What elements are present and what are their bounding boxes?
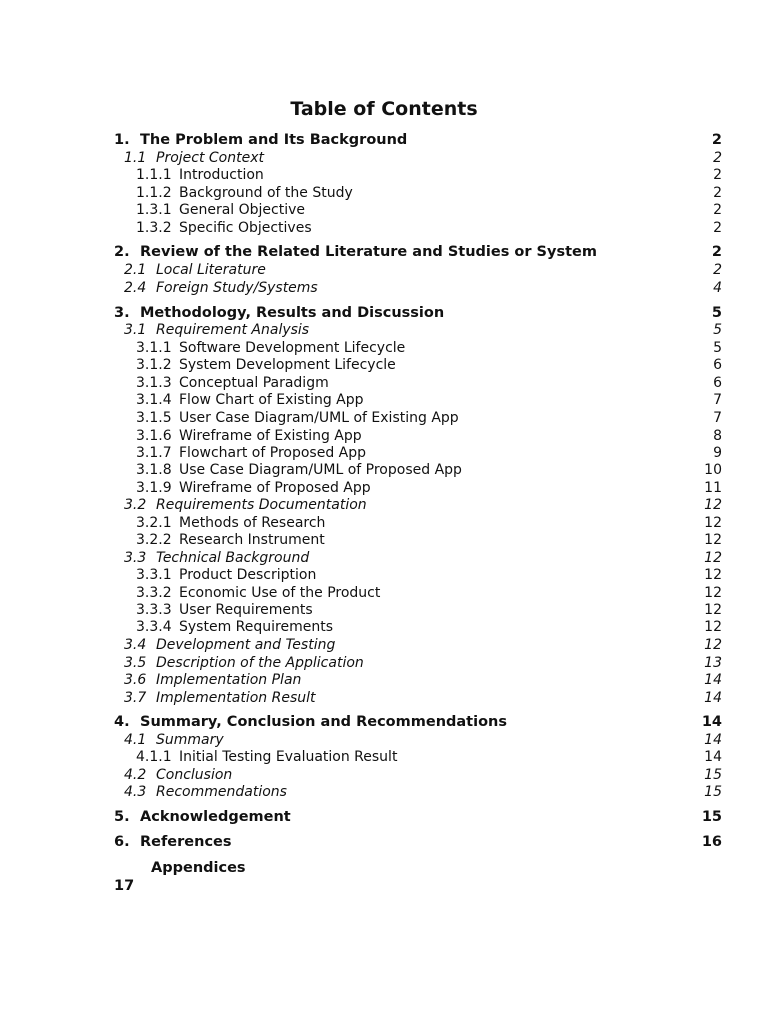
toc-page-number: 12 [704, 619, 722, 635]
toc-page-number: 11 [704, 480, 722, 496]
toc-label: References [140, 834, 232, 850]
toc-page-number: 7 [713, 392, 722, 408]
toc-page-number: 12 [704, 567, 722, 583]
toc-entry-6[interactable] [0, 833, 768, 851]
toc-entry-5[interactable] [0, 808, 768, 826]
toc-entry-3-2-1[interactable] [0, 514, 768, 532]
toc-number: 3.3 [124, 550, 147, 566]
toc-page-number: 6 [713, 375, 722, 391]
toc-page-number: 4 [713, 280, 722, 296]
toc-entry-3[interactable] [0, 304, 768, 322]
toc-label: Flowchart of Proposed App [179, 445, 367, 461]
toc-entry-3-1-2[interactable] [0, 356, 768, 374]
toc-label: Specific Objectives [179, 220, 312, 236]
toc-number: 3.1.6 [136, 428, 172, 444]
toc-entry-3-6[interactable] [0, 671, 768, 689]
toc-entry-3-1-5[interactable] [0, 409, 768, 427]
page-title: Table of Contents [290, 98, 478, 120]
toc-label: User Case Diagram/UML of Existing App [179, 410, 459, 426]
toc-number: 3.1.9 [136, 480, 172, 496]
toc-label: System Requirements [179, 619, 333, 635]
toc-label: Background of the Study [179, 185, 353, 201]
toc-entry-3-7[interactable] [0, 689, 768, 707]
toc-page-number: 14 [704, 672, 722, 688]
toc-label: Initial Testing Evaluation Result [179, 749, 398, 765]
toc-entry-4-1-1[interactable] [0, 748, 768, 766]
toc-entry-1-3-2[interactable] [0, 219, 768, 237]
toc-appendices-page-number: 17 [114, 878, 135, 894]
toc-entry-1[interactable] [0, 131, 768, 149]
toc-label: Implementation Plan [156, 672, 302, 688]
toc-label: System Development Lifecycle [179, 357, 396, 373]
toc-number: 5. [114, 809, 130, 825]
toc-label: General Objective [179, 202, 306, 218]
toc-label: Recommendations [156, 784, 287, 800]
toc-entry-2[interactable] [0, 243, 768, 261]
toc-page-number: 2 [713, 185, 722, 201]
toc-number: 3.1.4 [136, 392, 172, 408]
toc-entry-2-4[interactable] [0, 279, 768, 297]
toc-number: 3.3.3 [136, 602, 172, 618]
toc-number: 4.1 [124, 732, 147, 748]
toc-page-number: 8 [713, 428, 722, 444]
toc-number: 1.3.1 [136, 202, 172, 218]
toc-number: 3.3.2 [136, 585, 172, 601]
toc-page-number: 2 [711, 132, 722, 148]
toc-label: Use Case Diagram/UML of Proposed App [179, 462, 462, 478]
toc-entry-3-3-2[interactable] [0, 584, 768, 602]
toc-page-number: 12 [704, 585, 722, 601]
toc-number: 3.1.1 [136, 340, 172, 356]
toc-label: Acknowledgement [140, 809, 291, 825]
toc-label: The Problem and Its Background [140, 132, 408, 148]
toc-entry-1-1-2[interactable] [0, 184, 768, 202]
toc-label: Conceptual Paradigm [179, 375, 329, 391]
toc-number: 3.2.1 [136, 515, 172, 531]
toc-label: Conclusion [156, 767, 233, 783]
toc-entry-1-3-1[interactable] [0, 201, 768, 219]
toc-page-number: 14 [701, 714, 722, 730]
toc-label: Local Literature [156, 262, 266, 278]
toc-page-number: 12 [704, 515, 722, 531]
toc-entry-3-1-7[interactable] [0, 444, 768, 462]
toc-label: Economic Use of the Product [179, 585, 381, 601]
toc-entry-3-1-6[interactable] [0, 427, 768, 445]
toc-label: Wireframe of Proposed App [179, 480, 371, 496]
toc-entry-3-1-4[interactable] [0, 391, 768, 409]
toc-label: Summary, Conclusion and Recommendations [140, 714, 507, 730]
toc-number: 3.7 [124, 690, 147, 706]
toc-page-number: 12 [704, 550, 722, 566]
toc-label: Methodology, Results and Discussion [140, 305, 445, 321]
toc-number: 3.1.2 [136, 357, 172, 373]
toc-entry-3-3-1[interactable] [0, 566, 768, 584]
toc-number: 2.4 [124, 280, 147, 296]
toc-number: 1.1 [124, 150, 147, 166]
toc-number: 3.3.4 [136, 619, 172, 635]
toc-entry-3-2-2[interactable] [0, 531, 768, 549]
toc-entry-3-1-3[interactable] [0, 374, 768, 392]
toc-page-number: 2 [713, 220, 722, 236]
toc-number: 3.1.5 [136, 410, 172, 426]
toc-page-number: 13 [704, 655, 722, 671]
toc-label: Implementation Result [156, 690, 316, 706]
toc-page-number: 12 [704, 532, 722, 548]
toc-label: Wireframe of Existing App [179, 428, 362, 444]
toc-label: User Requirements [179, 602, 313, 618]
toc-page-number: 2 [711, 244, 722, 260]
toc-page-number: 12 [704, 602, 722, 618]
toc-number: 2. [114, 244, 130, 260]
toc-page-number: 2 [713, 202, 722, 218]
toc-entry-1-1[interactable] [0, 149, 768, 167]
toc-page-number: 6 [713, 357, 722, 373]
toc-page-number: 14 [704, 690, 722, 706]
toc-number: 2.1 [124, 262, 147, 278]
toc-label: Review of the Related Literature and Studies or System [140, 244, 597, 260]
toc-page-number: 2 [713, 262, 722, 278]
toc-page-number: 14 [704, 749, 722, 765]
toc-label: Description of the Application [156, 655, 364, 671]
toc-label: Summary [156, 732, 224, 748]
toc-page-number: 15 [704, 784, 722, 800]
toc-page-number: 7 [713, 410, 722, 426]
toc-page-number: 2 [713, 150, 722, 166]
toc-entry-3-1-1[interactable] [0, 339, 768, 357]
toc-page-number: 9 [713, 445, 722, 461]
toc-page-number: 14 [704, 732, 722, 748]
toc-entry-1-1-1[interactable] [0, 166, 768, 184]
toc-entry-4-2[interactable] [0, 766, 768, 784]
toc-number: 6. [114, 834, 130, 850]
toc-number: 3.5 [124, 655, 147, 671]
toc-entry-3-3-4[interactable] [0, 618, 768, 636]
toc-page-number: 12 [704, 497, 722, 513]
toc-number: 3.2 [124, 497, 147, 513]
toc-label: Research Instrument [179, 532, 325, 548]
toc-page-number: 15 [701, 809, 722, 825]
toc-number: 4.1.1 [136, 749, 172, 765]
toc-entry-3-1-8[interactable] [0, 461, 768, 479]
toc-label: Methods of Research [179, 515, 326, 531]
toc-entry-3-3-3[interactable] [0, 601, 768, 619]
toc-number: 3.1.7 [136, 445, 172, 461]
toc-label: Foreign Study/Systems [156, 280, 318, 296]
toc-number: 3.4 [124, 637, 147, 653]
toc-number: 3.1.3 [136, 375, 172, 391]
toc-label: Development and Testing [156, 637, 336, 653]
toc-number: 3.1 [124, 322, 147, 338]
toc-number: 3.6 [124, 672, 147, 688]
toc-appendices-label[interactable]: Appendices [151, 860, 246, 876]
toc-number: 4.3 [124, 784, 147, 800]
toc-number: 3.1.8 [136, 462, 172, 478]
toc-page-number: 10 [704, 462, 722, 478]
toc-entry-4[interactable] [0, 713, 768, 731]
toc-entry-3-3[interactable] [0, 549, 768, 567]
toc-label: Requirements Documentation [156, 497, 367, 513]
toc-number: 4. [114, 714, 130, 730]
toc-label: Software Development Lifecycle [179, 340, 406, 356]
toc-entry-3-4[interactable] [0, 636, 768, 654]
toc-page-number: 16 [701, 834, 722, 850]
toc-page-number: 2 [713, 167, 722, 183]
toc-number: 1.3.2 [136, 220, 172, 236]
toc-entry-2-1[interactable] [0, 261, 768, 279]
toc-entry-3-5[interactable] [0, 654, 768, 672]
toc-label: Technical Background [156, 550, 310, 566]
toc-page-number: 5 [711, 305, 722, 321]
toc-label: Introduction [179, 167, 264, 183]
toc-page-number: 12 [704, 637, 722, 653]
toc-label: Requirement Analysis [156, 322, 310, 338]
toc-entry-3-2[interactable] [0, 496, 768, 514]
toc-page-number: 5 [713, 340, 722, 356]
toc-label: Product Description [179, 567, 317, 583]
toc-number: 1.1.1 [136, 167, 172, 183]
toc-entry-3-1-9[interactable] [0, 479, 768, 497]
toc-page-number: 5 [713, 322, 722, 338]
toc-number: 3. [114, 305, 130, 321]
toc-number: 3.3.1 [136, 567, 172, 583]
toc-number: 1. [114, 132, 130, 148]
toc-number: 4.2 [124, 767, 147, 783]
toc-number: 3.2.2 [136, 532, 172, 548]
toc-label: Project Context [156, 150, 264, 166]
toc-label: Flow Chart of Existing App [179, 392, 364, 408]
toc-number: 1.1.2 [136, 185, 172, 201]
toc-entry-3-1[interactable] [0, 321, 768, 339]
toc-entry-4-3[interactable] [0, 783, 768, 801]
toc-entry-4-1[interactable] [0, 731, 768, 749]
toc-page-number: 15 [704, 767, 722, 783]
